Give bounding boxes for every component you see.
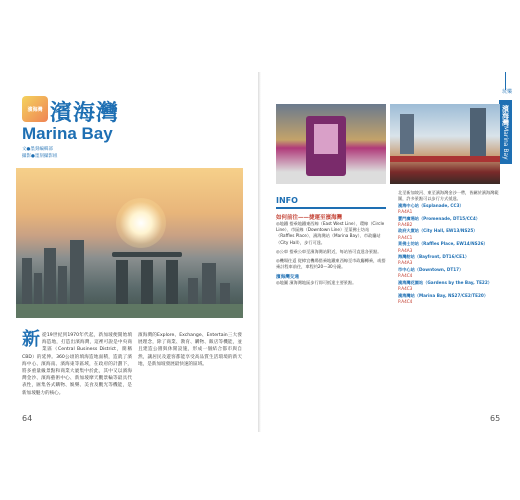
station-item xyxy=(398,241,502,254)
page-title-en: Marina Bay xyxy=(22,124,113,143)
credit-photographer: 攝影●墨刻攝影組 xyxy=(22,154,58,159)
station-item xyxy=(398,216,502,229)
station-name: 萊佛士坊站（Raffles Place, EW14/NS26） xyxy=(398,241,488,247)
credit-writer: 文●墨刻編輯部 xyxy=(22,147,53,152)
body-column-2 xyxy=(138,332,242,368)
map-ref: P.A4B2 xyxy=(398,222,413,228)
map-ref: P.A4A3 xyxy=(398,247,413,253)
map-ref: P.A4A1 xyxy=(398,209,413,215)
side-tab-category: 玩樂 xyxy=(501,89,512,95)
skyline-building xyxy=(400,114,414,154)
station-item xyxy=(398,203,502,216)
logo-text: 濱海灣 xyxy=(27,106,43,113)
station-name: 市中心站（Downtown, DT17） xyxy=(398,266,464,272)
station-name: 寶門廣場站（Promenade, DT15/CC4） xyxy=(398,215,480,221)
skyline-building xyxy=(470,108,486,156)
station-item xyxy=(398,293,502,306)
info-header: INFO xyxy=(276,196,386,209)
skypark xyxy=(112,252,182,257)
marina-bay-skyline-photo xyxy=(16,168,243,318)
side-tab-title: 濱海灣 xyxy=(501,104,510,126)
station-name: 海灣舫站（Bayfront, DT16/CE1） xyxy=(398,254,470,260)
station-name: 濱海灣花園站（Gardens by the Bay, TE22） xyxy=(398,279,492,285)
info-text-subway: ◎地鐵 搭乘地鐵東西線（East West Line）、環線（Circle Line）、市區線（Downtown Line）至萊佛士坊站（Raffles Place）、濱海灣站（Marina Bay）、市政廳站（City Hall），步行可達。 xyxy=(276,221,385,245)
station-intro: 北至新加坡河、東至濱海灣金沙一帶，皆屬於濱海灣範圍，許多景點可以步行方式抵達。 xyxy=(398,190,499,202)
station-item xyxy=(398,280,502,293)
station-item xyxy=(398,267,502,280)
station-item xyxy=(398,228,502,241)
sub-title-transport: 濱海灣交通 xyxy=(276,275,299,281)
station-name: 政府大廈站（City Hall, EW13/NS25） xyxy=(398,228,478,234)
credits xyxy=(22,146,57,160)
page-title-zh: 濱海灣 xyxy=(50,100,120,126)
book-gutter xyxy=(258,72,261,432)
map-ref: P.A4C4 xyxy=(398,298,413,304)
drop-cap: 新 xyxy=(22,329,40,350)
info-text-bus: ◎公車 搭乘公車至濱海灣站附近，每站皆可直達各景點。 xyxy=(276,248,382,254)
side-tab-en: Marina Bay xyxy=(502,125,509,160)
map-ref: P.A4C4 xyxy=(398,273,413,279)
map-ref: P.A4C1 xyxy=(398,234,413,240)
info-box xyxy=(276,196,386,410)
waterfront xyxy=(16,304,243,318)
station-name: 濱海中心站（Esplanade, CC3） xyxy=(398,202,464,208)
station-list xyxy=(398,190,502,305)
kiosk-screen xyxy=(314,124,338,154)
station-item xyxy=(398,254,502,267)
info-text-walking: ◎地圖 濱海灣地區步行即可抵達主要景點。 xyxy=(276,280,357,286)
map-ref: P.A4C3 xyxy=(398,286,413,292)
map-ref: P.A4A3 xyxy=(398,260,413,266)
body-text-2: 濱海灣的Explore、Exchange、Entertain三大發展理念，除了商業、教育、購物、飯店等機能，並且建造公園與休閒設施，形成一個結合都市與自然，讓居民及遊客都能享受高品質生活環境的新天地，是新加坡發展最快速的區域。 xyxy=(138,333,242,367)
sunset-glow xyxy=(116,198,166,248)
section-title: 如何前往——捷運至濱海灣 xyxy=(276,215,343,221)
page-number-left: 64 xyxy=(22,414,33,423)
lau-pa-sat-photo xyxy=(390,104,500,184)
body-column-1 xyxy=(22,329,132,397)
area-logo xyxy=(22,96,48,122)
station-name: 濱海灣站（Marina Bay, NS27/CE2/TE20） xyxy=(398,292,489,298)
mrt-station-photo xyxy=(276,104,386,184)
page-number-right: 65 xyxy=(490,414,501,423)
info-text-airport: ◎機場往返 從樟宜機場搭乘地鐵東西線至市政廳轉乘，或搭乘計程車前往，車程約20～30分鐘。 xyxy=(276,258,386,270)
body-text-1: 從19世紀到1970年代起，新加坡便開始填海造地，打造出濱海灣，這裡可說是中央商業區（Central Business District，簡稱CBD）的延伸。360公頃的填海造地面積，造就了濱海中心、濱海南、濱海東等區域，在政府的計劃下，將多重量級景點和商業大廈集中於此，其中又以濱海灣金沙、濱海藝術中心、新加坡摩天觀景輪等最具代表性，匯集各式購物、娛樂、美食及觀光等機能，是新加坡魅力的核心。 xyxy=(22,333,132,396)
section-side-tab xyxy=(499,100,512,164)
hawker-canopy xyxy=(390,156,500,162)
